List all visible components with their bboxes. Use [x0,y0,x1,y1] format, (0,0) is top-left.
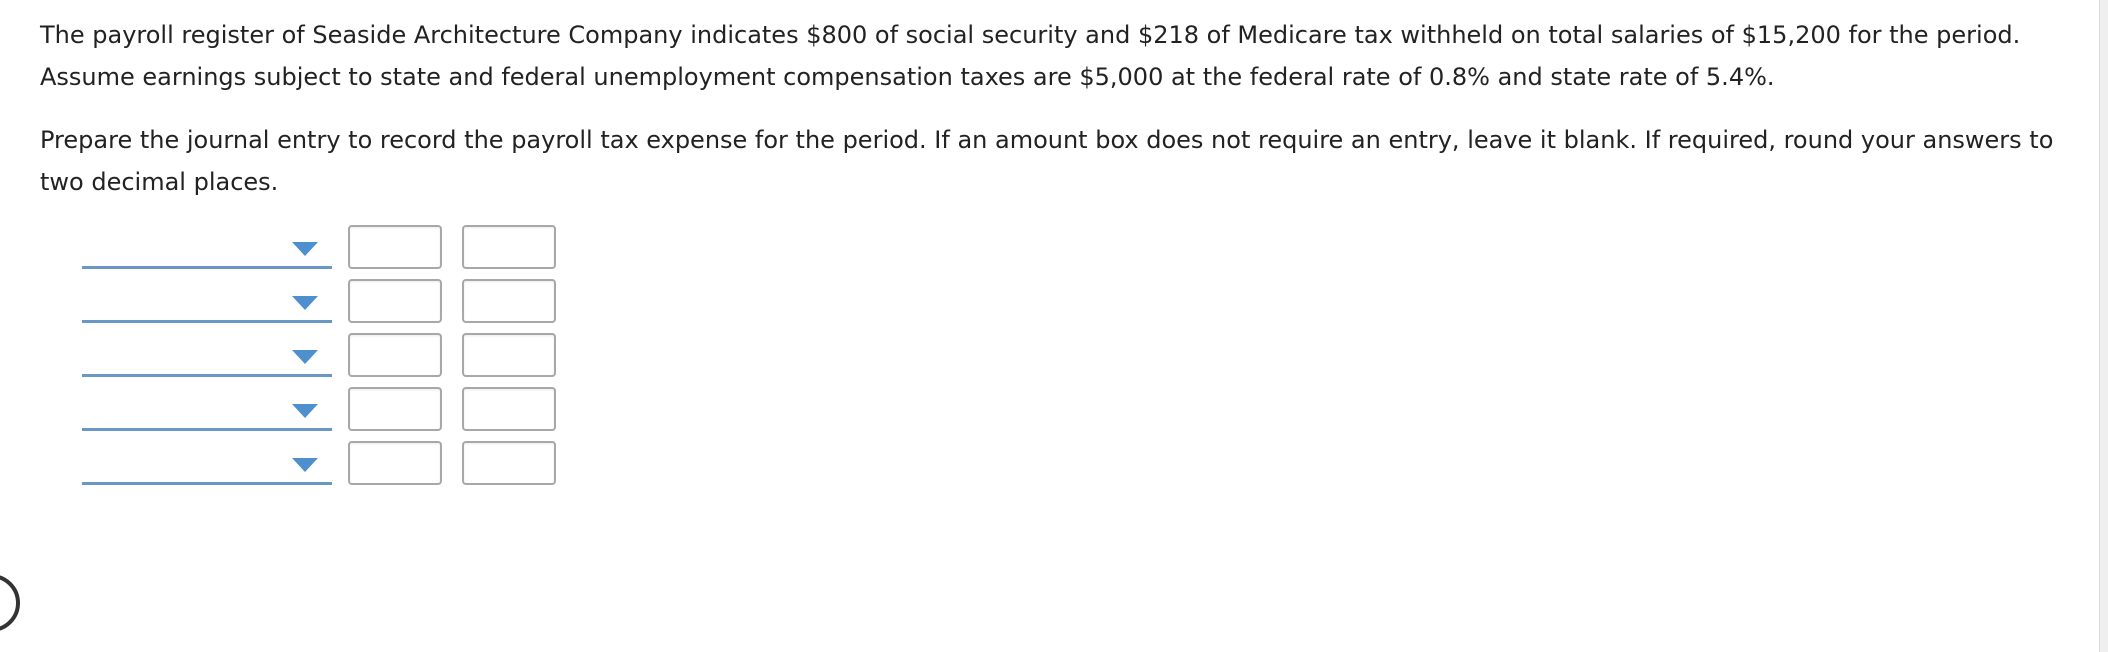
journal-row [82,328,556,382]
credit-amount-input[interactable] [462,279,556,323]
chevron-down-icon [292,242,318,256]
account-dropdown[interactable] [82,441,332,485]
chevron-down-icon [292,296,318,310]
circle-icon [0,574,20,632]
credit-amount-input[interactable] [462,441,556,485]
credit-amount-input[interactable] [462,387,556,431]
chevron-down-icon [292,350,318,364]
account-dropdown[interactable] [82,225,332,269]
journal-row [82,436,556,490]
debit-amount-input[interactable] [348,333,442,377]
debit-amount-input[interactable] [348,387,442,431]
credit-amount-input[interactable] [462,333,556,377]
account-dropdown[interactable] [82,279,332,323]
instructions: Prepare the journal entry to record the payroll tax expense for the period. If an amount box does not require an entry, leave it blank. If required, round your answers to two decimal places. [40,126,2054,196]
question-content [40,14,2080,203]
account-dropdown[interactable] [82,333,332,377]
chevron-down-icon [292,404,318,418]
credit-amount-input[interactable] [462,225,556,269]
chevron-down-icon [292,458,318,472]
debit-amount-input[interactable] [348,441,442,485]
journal-row [82,382,556,436]
account-dropdown[interactable] [82,387,332,431]
scrollbar[interactable] [2099,0,2108,652]
journal-row [82,220,556,274]
journal-row [82,274,556,328]
debit-amount-input[interactable] [348,279,442,323]
journal-entry-table [82,220,556,490]
problem-statement: The payroll register of Seaside Architecture Company indicates $800 of social security and $218 of Medicare tax withheld on total salaries of $15,200 for the period. Assume earnings subject to state and federal unemployment compensation taxes are $5,000 at the federal rate of 0.8% and state rate of 5.4%. [40,21,2021,91]
debit-amount-input[interactable] [348,225,442,269]
